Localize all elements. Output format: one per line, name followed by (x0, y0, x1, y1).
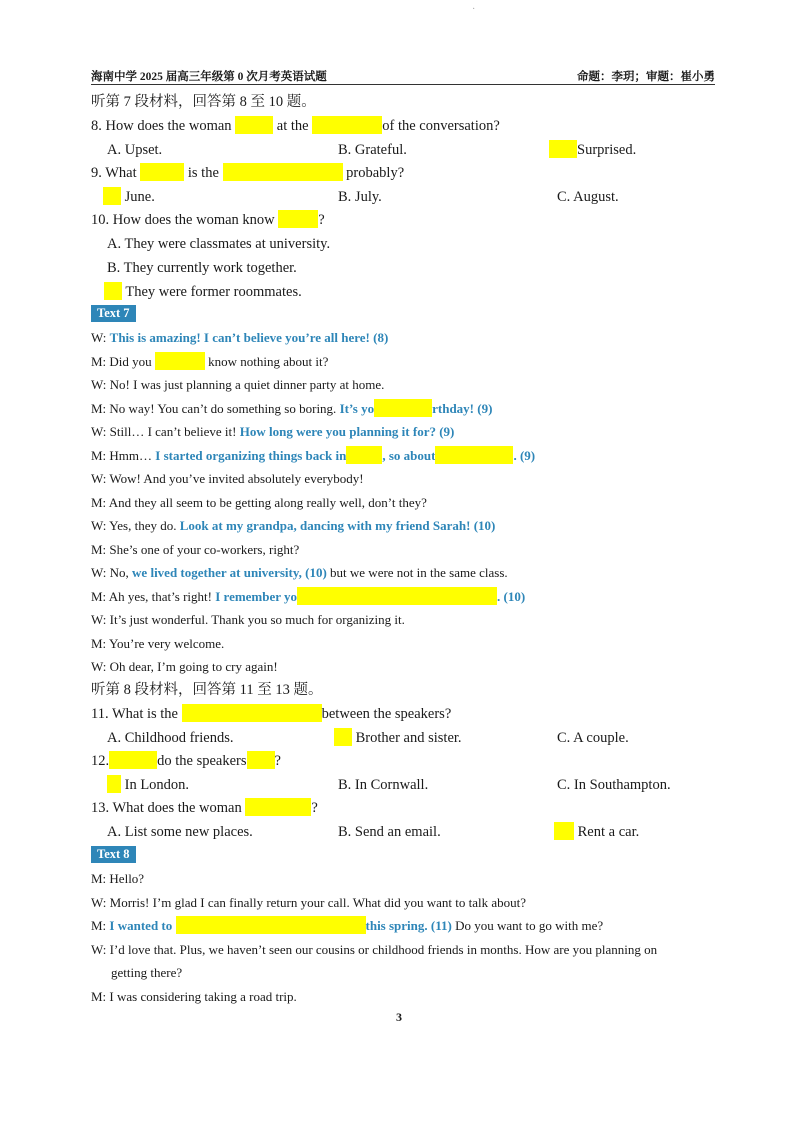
text8-line-3: M: I wanted to this spring. (11) Do you want to go with me? (91, 918, 604, 933)
text8-line-1: M: Hello? (91, 871, 145, 886)
highlight (155, 352, 205, 370)
highlight (297, 587, 497, 605)
highlight (247, 751, 275, 769)
text7-line-14: M: You’re very welcome. (91, 636, 225, 651)
highlight (346, 446, 382, 464)
text8-line-5: M: I was considering taking a road trip. (91, 989, 297, 1004)
highlight (103, 187, 121, 205)
q11-option-a: A. Childhood friends. (107, 730, 234, 746)
highlight (435, 446, 513, 464)
q13-option-a: A. List some new places. (107, 824, 253, 840)
text-8-tag: Text 8 (91, 846, 136, 863)
text7-line-13: W: It’s just wonderful. Thank you so much for organizing it. (91, 612, 405, 627)
exam-title: 海南中学 2025 届高三年级第 0 次月考英语试题 (91, 71, 327, 83)
text8-line-4-cont: getting there? (111, 965, 183, 980)
highlight (109, 751, 157, 769)
text7-line-12: M: Ah yes, that’s right! I remember yo . (10) (91, 589, 526, 604)
q11-option-b: Brother and sister. (334, 728, 462, 748)
highlight (549, 140, 577, 158)
page-number: 3 (396, 1010, 402, 1024)
text-7-tag: Text 7 (91, 305, 136, 322)
q10-option-b: B. They currently work together. (107, 260, 297, 276)
highlight (104, 282, 122, 300)
q13-option-c: Rent a car. (554, 822, 639, 842)
question-11: 11. What is the between the speakers? (91, 706, 452, 722)
highlight (554, 822, 574, 840)
q10-option-c: They were former roommates. (104, 282, 302, 302)
q12-option-b: B. In Cornwall. (338, 777, 429, 793)
q9-option-a: June. (103, 187, 155, 207)
highlight (334, 728, 352, 746)
q11-option-c: C. A couple. (557, 730, 629, 746)
highlight (312, 116, 382, 134)
text7-line-11: W: No, we lived together at university, (10) but we were not in the same class. (91, 565, 508, 580)
highlight (245, 798, 311, 816)
section-8-title: 听第 8 段材料，回答第 11 至 13 题。 (91, 682, 323, 698)
text7-line-6: M: Hmm… I started organizing things back in , so about . (9) (91, 448, 536, 463)
q9-option-b: B. July. (338, 189, 382, 205)
question-10: 10. How does the woman know ? (91, 212, 325, 228)
text7-line-1: W: This is amazing! I can’t believe you’re all here! (8) (91, 330, 389, 345)
text7-line-8: M: And they all seem to be getting along really well, don’t they? (91, 495, 427, 510)
text7-line-4: M: No way! You can’t do something so boring. It’s yo rthday! (9) (91, 401, 493, 416)
text7-line-15: W: Oh dear, I’m going to cry again! (91, 659, 278, 674)
exam-authors: 命题：李玥；审题：崔小勇 (577, 71, 715, 83)
highlight (176, 916, 366, 934)
highlight (374, 399, 432, 417)
section-7-title: 听第 7 段材料，回答第 8 至 10 题。 (91, 94, 316, 110)
highlight (107, 775, 121, 793)
text7-line-10: M: She’s one of your co-workers, right? (91, 542, 300, 557)
q8-option-c: Surprised. (549, 140, 636, 160)
highlight (223, 163, 343, 181)
q13-option-b: B. Send an email. (338, 824, 441, 840)
highlight (235, 116, 273, 134)
q8-option-b: B. Grateful. (338, 142, 407, 158)
highlight (278, 210, 318, 228)
text8-line-2: W: Morris! I’m glad I can finally return your call. What did you want to talk about? (91, 895, 527, 910)
text8-line-4: W: I’d love that. Plus, we haven’t seen our cousins or childhood friends in months. How are you planning on (91, 942, 658, 957)
text7-line-2: M: Did you know nothing about it? (91, 354, 329, 369)
q12-option-c: C. In Southampton. (557, 777, 671, 793)
question-13: 13. What does the woman ? (91, 800, 318, 816)
q9-option-c: C. August. (557, 189, 619, 205)
q12-option-a: In London. (107, 775, 189, 795)
text7-line-5: W: Still… I can’t believe it! How long were you planning it for? (9) (91, 424, 455, 439)
scan-dot: · (472, 4, 476, 15)
text7-line-9: W: Yes, they do. Look at my grandpa, dancing with my friend Sarah! (10) (91, 518, 496, 533)
text7-line-3: W: No! I was just planning a quiet dinner party at home. (91, 377, 385, 392)
question-12: 12. do the speakers ? (91, 753, 281, 769)
question-9: 9. What is the probably? (91, 165, 405, 181)
q8-option-a: A. Upset. (107, 142, 163, 158)
q10-option-a: A. They were classmates at university. (107, 236, 331, 252)
question-8: 8. How does the woman at the of the conversation? (91, 118, 500, 134)
text7-line-7: W: Wow! And you’ve invited absolutely everybody! (91, 471, 364, 486)
page-header (91, 66, 715, 85)
highlight (182, 704, 322, 722)
highlight (140, 163, 184, 181)
